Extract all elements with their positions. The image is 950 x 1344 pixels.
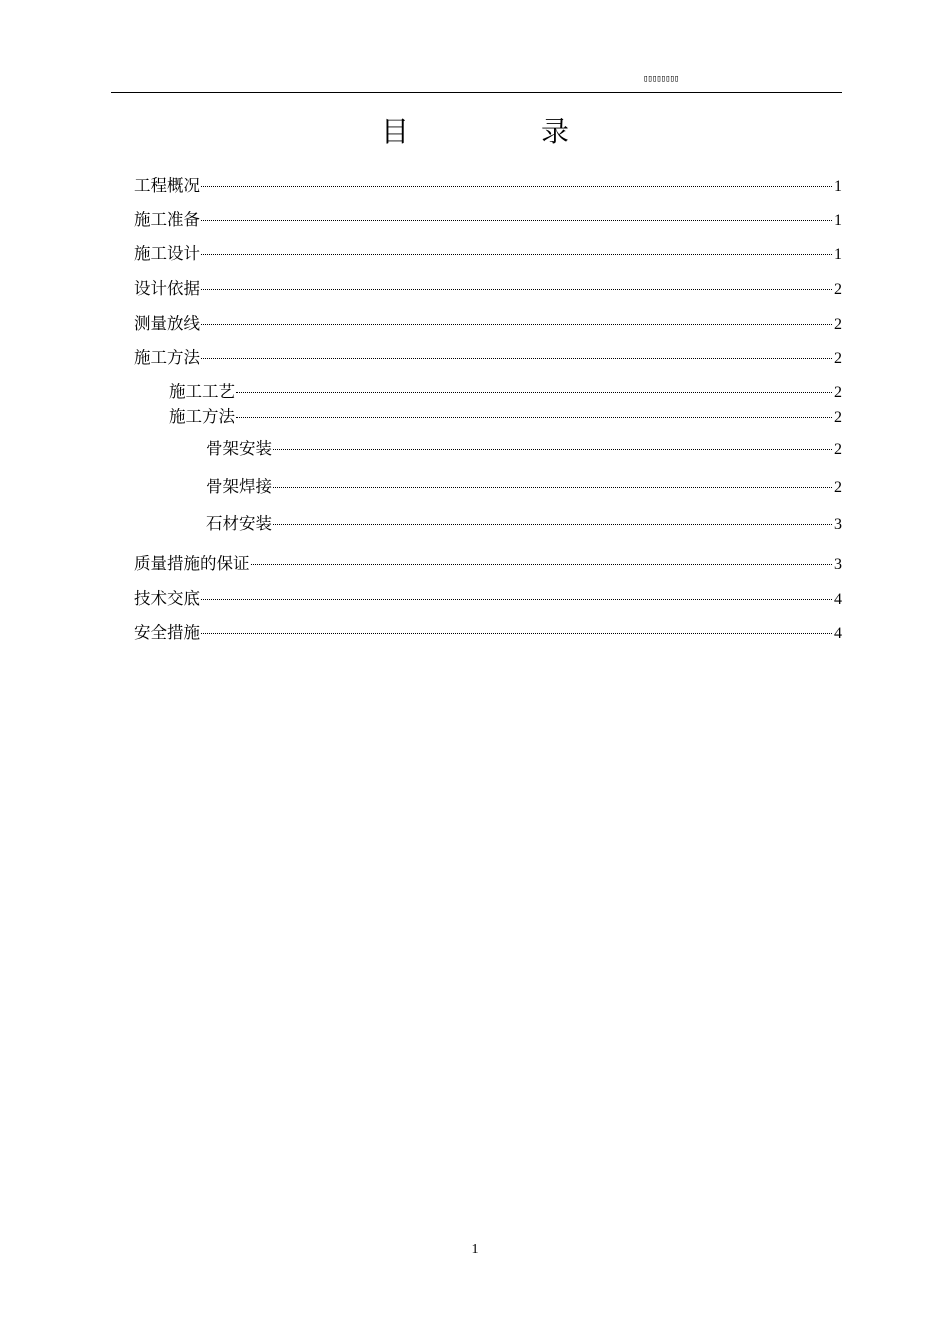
toc-entry-label: 施工方法 <box>134 348 200 367</box>
toc-title <box>380 112 570 152</box>
toc-entry[interactable] <box>134 552 842 576</box>
toc-entry[interactable] <box>206 437 842 461</box>
toc-entry[interactable] <box>134 312 842 336</box>
toc-entry[interactable] <box>169 380 842 404</box>
toc-title-char-2: 录 <box>540 115 569 148</box>
toc-entry-label: 质量措施的保证 <box>134 554 250 573</box>
toc-entry[interactable] <box>134 242 842 266</box>
toc-entry[interactable] <box>206 475 842 499</box>
toc-entry[interactable] <box>134 277 842 301</box>
toc-entry-page: 3 <box>834 556 842 573</box>
toc-leader-dots <box>201 220 832 221</box>
toc-entry-label: 施工准备 <box>134 210 200 229</box>
toc-leader-dots <box>201 324 832 325</box>
toc-entry-page: 1 <box>834 178 842 195</box>
toc-entry[interactable] <box>134 346 842 370</box>
toc-entry[interactable] <box>206 512 842 536</box>
toc-entry-label: 石材安装 <box>206 514 272 533</box>
toc-entry-page: 2 <box>834 316 842 333</box>
toc-entry-page: 1 <box>834 246 842 263</box>
toc-leader-dots <box>236 417 832 418</box>
toc-entry-page: 2 <box>834 350 842 367</box>
toc-entry-page: 3 <box>834 516 842 533</box>
toc-entry-label: 测量放线 <box>134 314 200 333</box>
toc-leader-dots <box>201 599 832 600</box>
toc-entry-page: 2 <box>834 441 842 458</box>
toc-leader-dots <box>273 487 832 488</box>
toc-entry-page: 1 <box>834 212 842 229</box>
toc-entry[interactable] <box>134 587 842 611</box>
toc-entry-page: 2 <box>834 384 842 401</box>
toc-entry[interactable] <box>169 405 842 429</box>
toc-leader-dots <box>236 392 832 393</box>
toc-entry-page: 2 <box>834 281 842 298</box>
toc-leader-dots <box>251 564 833 565</box>
toc-entry-page: 4 <box>834 591 842 608</box>
header-mark: ▯▯▯▯▯▯▯▯ <box>643 74 679 84</box>
toc-leader-dots <box>201 254 832 255</box>
toc-entry-page: 2 <box>834 409 842 426</box>
toc-leader-dots <box>273 449 832 450</box>
toc-entry[interactable] <box>134 621 842 645</box>
toc-entry-label: 骨架安装 <box>206 439 272 458</box>
toc-entry-label: 安全措施 <box>134 623 200 642</box>
toc-leader-dots <box>201 289 832 290</box>
footer-page-number: 1 <box>471 1242 479 1257</box>
toc-title-char-1: 目 <box>380 115 409 148</box>
toc-entry-page: 4 <box>834 625 842 642</box>
toc-entry-label: 施工工艺 <box>169 382 235 401</box>
toc-entry-label: 技术交底 <box>134 589 200 608</box>
toc-leader-dots <box>273 524 832 525</box>
toc-leader-dots <box>201 358 832 359</box>
header-rule <box>111 92 842 93</box>
toc-entry-label: 工程概况 <box>134 176 200 195</box>
toc-entry-label: 施工方法 <box>169 407 235 426</box>
toc-entry-label: 骨架焊接 <box>206 477 272 496</box>
toc-entry-label: 设计依据 <box>134 279 200 298</box>
toc-leader-dots <box>201 633 832 634</box>
toc-entry[interactable] <box>134 174 842 198</box>
toc-leader-dots <box>201 186 832 187</box>
toc-entry-label: 施工设计 <box>134 244 200 263</box>
toc-entry-page: 2 <box>834 479 842 496</box>
toc-entry[interactable] <box>134 208 842 232</box>
